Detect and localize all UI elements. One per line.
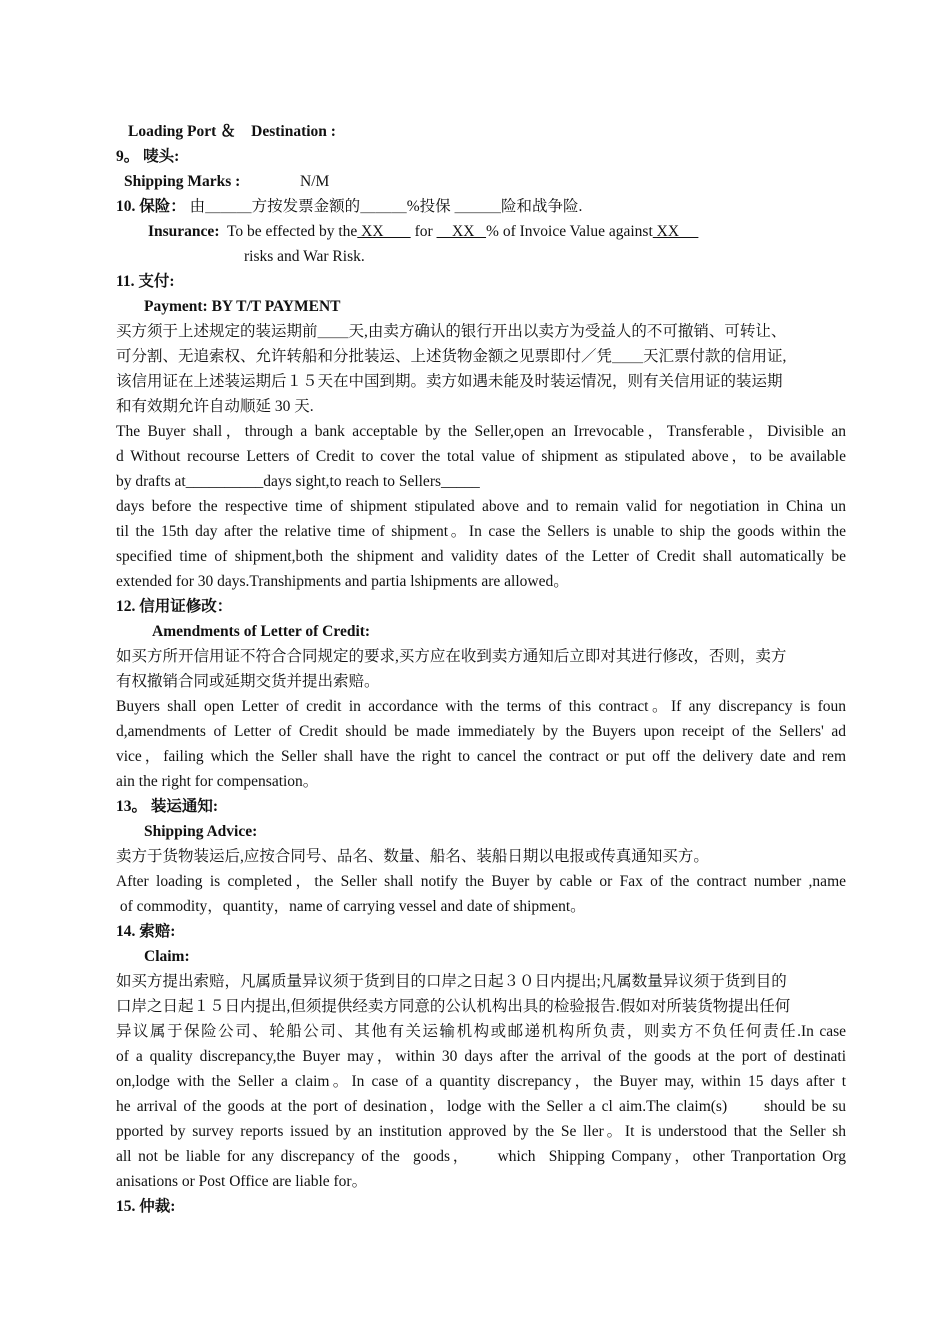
insurance-en-blank-percent: XX <box>436 223 487 240</box>
insurance-cn-text-a: 由 <box>189 198 206 215</box>
payment-cn-line: 买方须于上述规定的装运期前＿＿天,由卖方确认的银行开出以卖方为受益人的不可撤销、可转让、 <box>116 323 787 340</box>
claim-line: 如买方提出索赔，凡属质量异议须于货到目的口岸之日起３０日内提出;凡属数量异议须于货到目的 <box>116 973 787 990</box>
insurance-en-text-a: To be effected by the <box>226 223 358 240</box>
lc-amendment-cn-line: 如买方所开信用证不符合合同规定的要求,买方应在收到卖方通知后立即对其进行修改，否则，卖方 <box>116 648 787 665</box>
claim-line: pported by survey reports issued by an institution approved by the Se ller。It is understood that the Seller sh <box>116 1123 846 1140</box>
claim-subheading: Claim: <box>144 948 190 965</box>
shipping-advice-en-line: of commodity，quantity，name of carrying vessel and date of shipment。 <box>116 898 586 915</box>
payment-en-line: by drafts at__________days sight,to reach to Sellers_____ <box>116 473 480 490</box>
lc-amendment-en-line: ain the right for compensation。 <box>116 773 319 790</box>
lc-amendment-en-line: Buyers shall open Letter of credit in accordance with the terms of this contract。If any discrepancy is foun <box>116 698 846 715</box>
claim-line: he arrival of the goods at the port of desination，lodge with the Seller a cl aim.The claim(s) should be su <box>116 1098 846 1115</box>
insurance-blank-percent: ＿＿＿ <box>360 198 407 215</box>
shipping-advice-heading: 13。 装运通知: <box>116 798 219 815</box>
claim-line: 异议属于保险公司、轮船公司、其他有关运输机构或邮递机构所负责，则卖方不负任何责任.In case <box>116 1023 846 1040</box>
payment-en-line: The Buyer shall，through a bank acceptable by the Seller,open an Irrevocable，Transferable，Divisible an <box>116 423 846 440</box>
payment-cn-line: 可分割、无追索权、允许转船和分批装运、上述货物金额之见票即付／凭＿＿天汇票付款的信用证, <box>116 348 787 365</box>
insurance-en-row <box>148 222 698 242</box>
claim-line: all not be liable for any discrepancy of the goods， which Shipping Company，other Tranportation Org <box>116 1148 846 1165</box>
insurance-cn-row <box>116 197 582 217</box>
insurance-blank-risk: ＿＿＿ <box>454 198 502 215</box>
payment-en-line: specified time of shipment,both the shipment and validity dates of the Letter of Credit shall automatically be <box>116 548 846 565</box>
arbitration-heading: 15. 仲裁: <box>116 1198 176 1215</box>
claim-heading: 14. 索赔: <box>116 923 176 940</box>
insurance-en-continuation: risks and War Risk. <box>244 248 365 265</box>
insurance-heading: 10. 保险： <box>116 198 186 215</box>
shipping-marks-label: Shipping Marks : <box>124 173 241 190</box>
loading-port-label: Loading Port ＆ Destination : <box>128 123 336 140</box>
payment-en-line: extended for 30 days.Transhipments and partia lshipments are allowed。 <box>116 573 569 590</box>
shipping-marks-row <box>124 172 329 192</box>
shipping-marks-heading: 9。 唛头: <box>116 148 180 165</box>
shipping-marks-value: N/M <box>300 173 330 190</box>
insurance-label: Insurance: <box>148 223 220 240</box>
claim-line: of a quality discrepancy,the Buyer may，within 30 days after the arrival of the goods at the port of destinati <box>116 1048 846 1065</box>
lc-amendment-en-line: vice，failing which the Seller shall have the right to cancel the contract or put off the delivery date and rem <box>116 748 846 765</box>
insurance-en-blank-party: XX <box>357 223 411 240</box>
payment-heading: 11. 支付: <box>116 273 175 290</box>
shipping-advice-cn-line: 卖方于货物装运后,应按合同号、品名、数量、船名、装船日期以电报或传真通知买方。 <box>116 848 709 865</box>
insurance-blank-party: ＿＿＿ <box>205 198 252 215</box>
lc-amendment-heading: 12. 信用证修改： <box>116 598 233 615</box>
payment-cn-line: 和有效期允许自动顺延 30 天. <box>116 398 314 415</box>
insurance-cn-text-d: 险和战争险. <box>501 198 583 215</box>
shipping-advice-subheading: Shipping Advice: <box>144 823 258 840</box>
payment-en-line: til the 15th day after the relative time of shipment。In case the Sellers is unable to ship the goods within the <box>116 523 846 540</box>
insurance-en-blank-risk: XX <box>652 223 699 240</box>
payment-en-line: d Without recourse Letters of Credit to cover the total value of shipment as stipulated above，to be available <box>116 448 846 465</box>
insurance-en-text-b: for <box>414 223 433 240</box>
payment-label: Payment: BY T/T PAYMENT <box>144 298 341 315</box>
shipping-advice-en-line: After loading is completed，the Seller shall notify the Buyer by cable or Fax of the contract number ,name <box>116 873 846 890</box>
lc-amendment-subheading: Amendments of Letter of Credit: <box>152 623 371 640</box>
insurance-en-text-c: % of Invoice Value against <box>486 223 653 240</box>
lc-amendment-en-line: d,amendments of Letter of Credit should be made immediately by the Buyers upon receipt of the Sellers' ad <box>116 723 846 740</box>
payment-en-line: days before the respective time of shipment stipulated above and to remain valid for negotiation in China un <box>116 498 846 515</box>
insurance-cn-text-c: %投保 <box>406 198 451 215</box>
claim-line: anisations or Post Office are liable for。 <box>116 1173 368 1190</box>
lc-amendment-cn-line: 有权撤销合同或延期交货并提出索赔。 <box>116 673 380 690</box>
claim-line: on,lodge with the Seller a claim。In case of a quantity discrepancy，the Buyer may, within 15 days after t <box>116 1073 846 1090</box>
payment-cn-line: 该信用证在上述装运期后１５天在中国到期。卖方如遇未能及时装运情况，则有关信用证的装运期 <box>116 373 783 390</box>
insurance-cn-text-b: 方按发票金额的 <box>251 198 361 215</box>
claim-line: 口岸之日起１５日内提出,但须提供经卖方同意的公认机构出具的检验报告.假如对所装货物提出任何 <box>116 998 791 1015</box>
